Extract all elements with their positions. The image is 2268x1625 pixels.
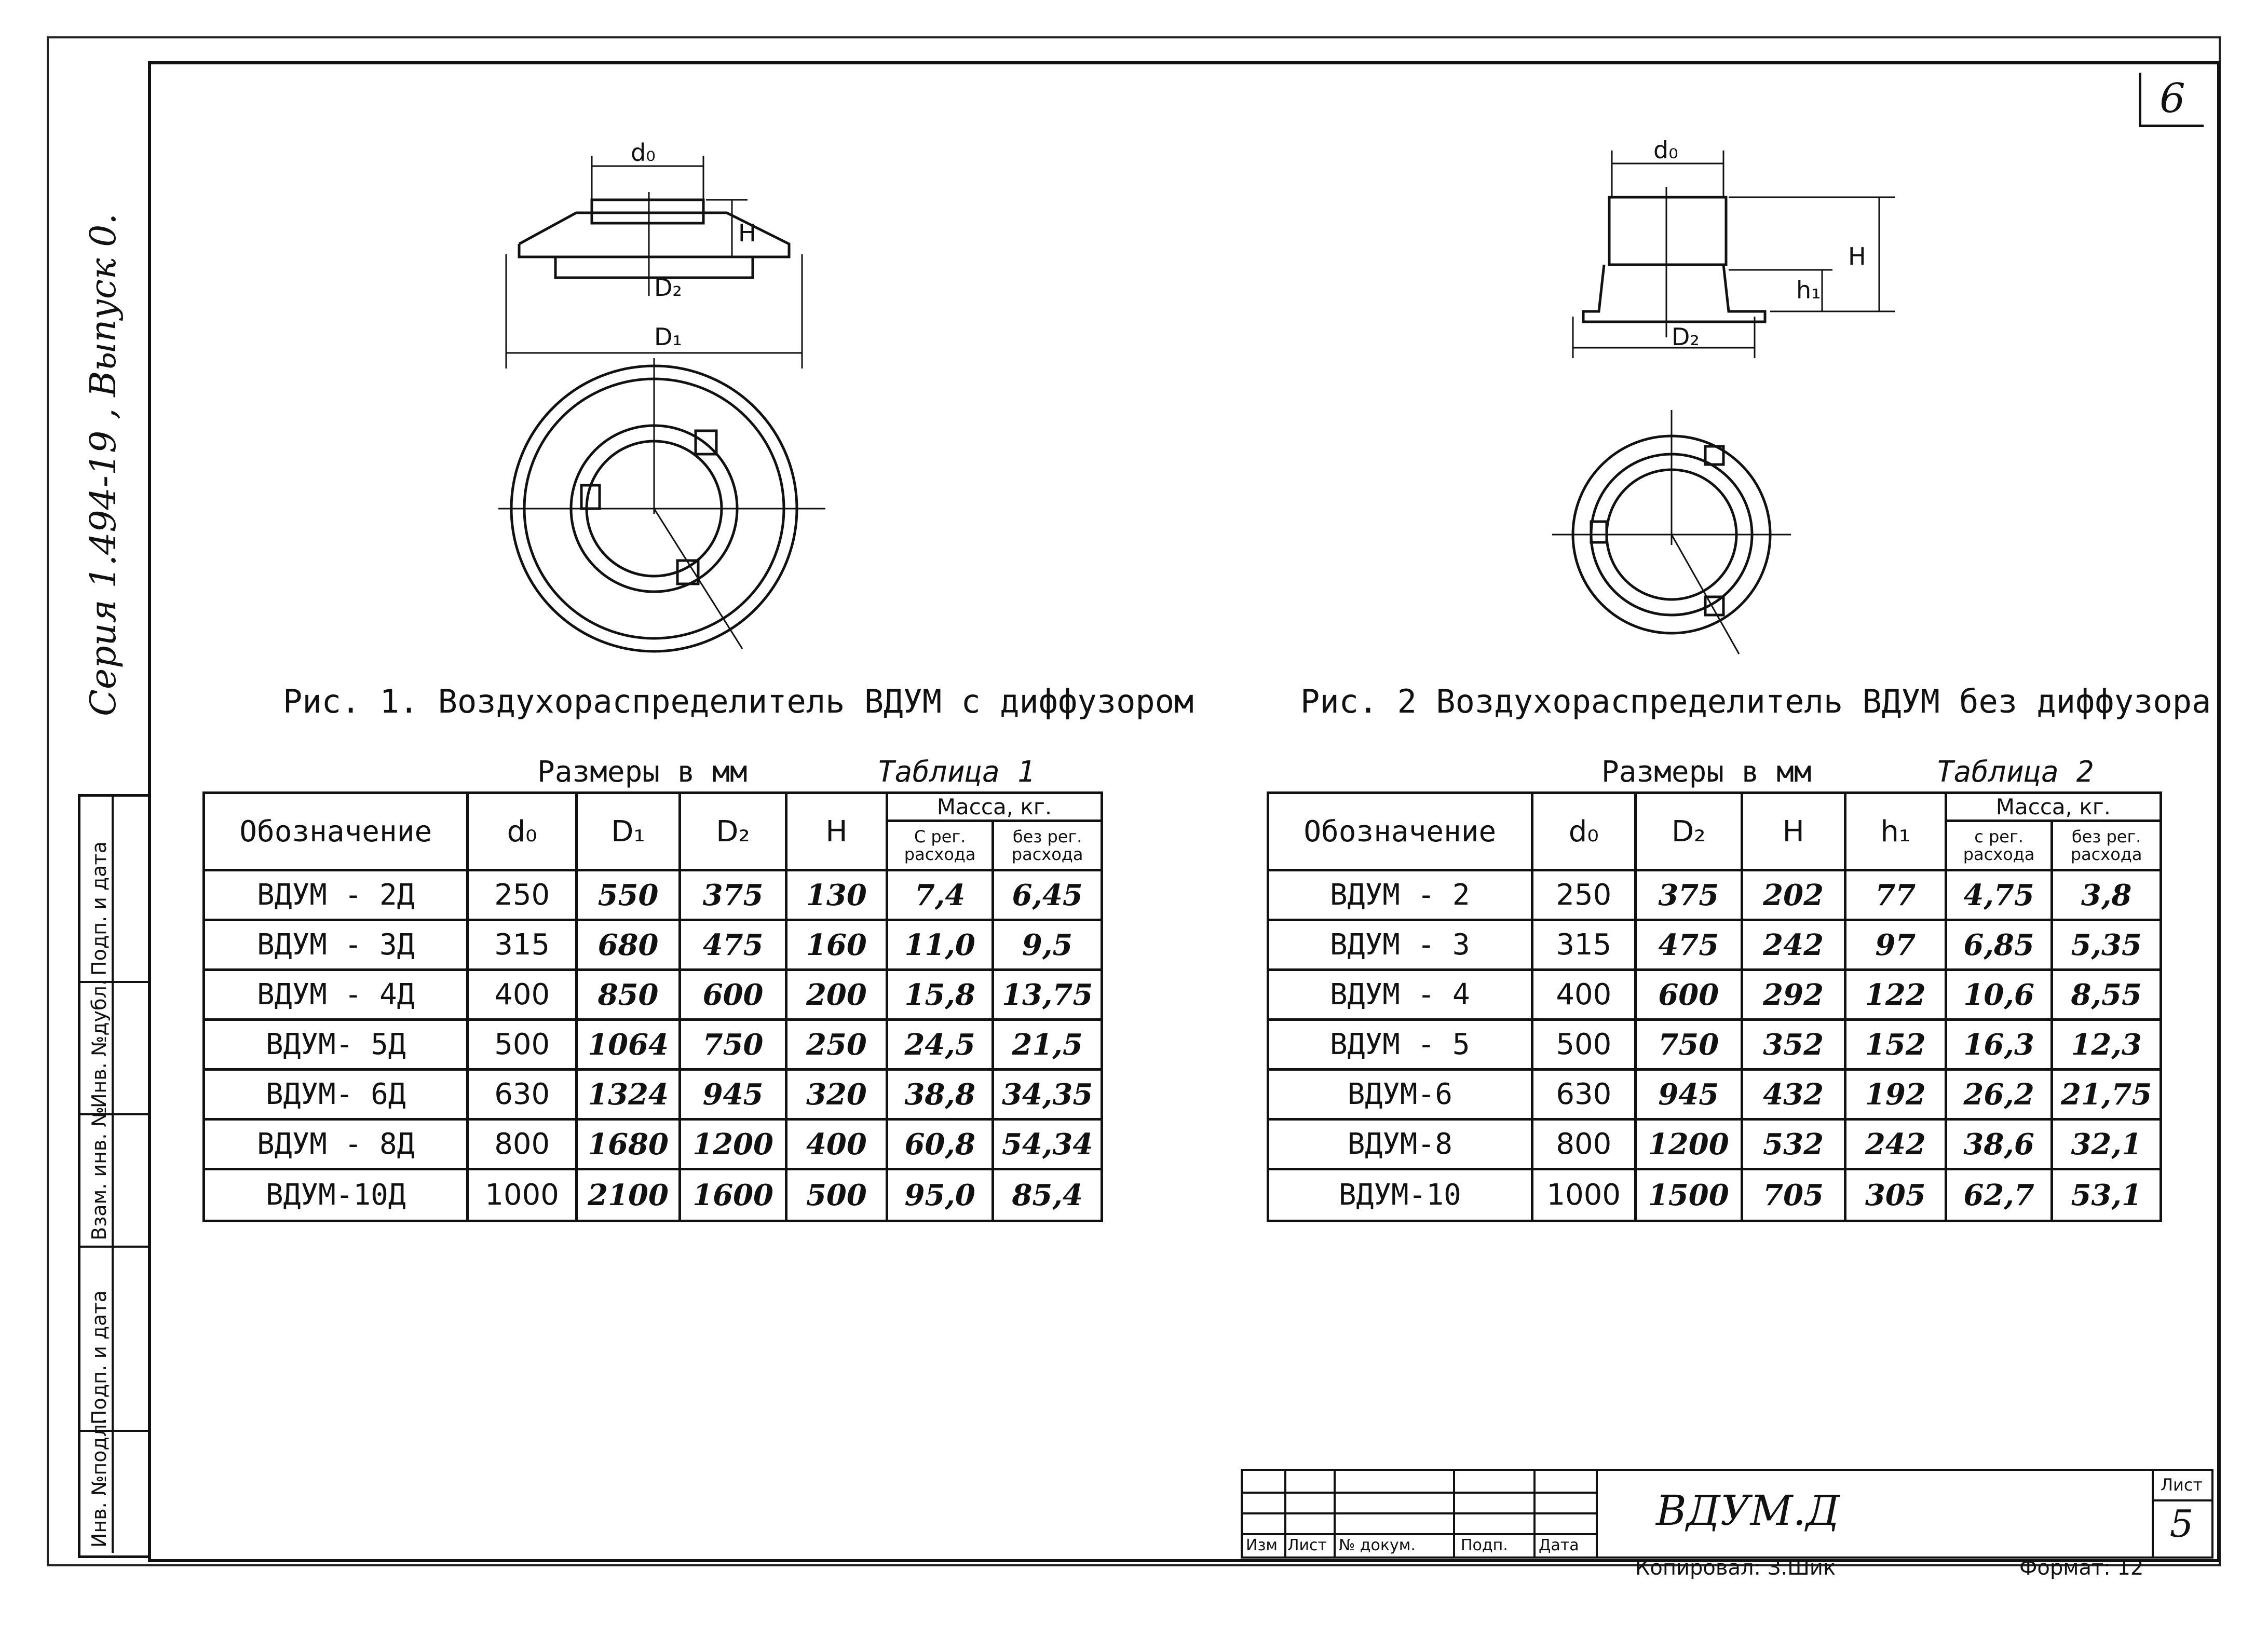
table-row [1268,970,2161,1020]
cell-m1: 26,2 [1946,1070,2052,1119]
cell-h1: 242 [1845,1119,1946,1169]
table1-size-label: Размеры в мм [537,755,748,789]
cell-D1: 550 [576,870,680,920]
cell-m1: 62,7 [1946,1169,2052,1221]
cell-m2: 13,75 [993,970,1102,1020]
header-D1: D₁ [576,793,680,870]
header-without-reg: без рег. расхода [2052,821,2161,870]
stamp-label: Инв. №подл. [88,1417,111,1548]
header-H: H [786,793,887,870]
cell-h1: 192 [1845,1070,1946,1119]
header-with-reg: С рег. расхода [887,821,993,870]
table-row [1268,1020,2161,1070]
cell-H: 432 [1742,1070,1845,1119]
cell-D2: 1600 [680,1169,786,1221]
cell-d0: 400 [1532,970,1635,1020]
table-row [204,970,1102,1020]
cell-m1: 24,5 [887,1020,993,1070]
cell-h1: 97 [1845,920,1946,970]
cell-m1: 6,85 [1946,920,2052,970]
table2-title: Таблица 2 [1936,755,2094,789]
stamp-cell [80,981,151,1115]
cell-m2: 53,1 [2052,1169,2161,1221]
cell-d0: 250 [1532,870,1635,920]
cell-m2: 6,45 [993,870,1102,920]
format-label: Формат: 12 [2019,1556,2144,1580]
table-row [1268,920,2161,970]
tb-label-sign: Подп. [1461,1536,1508,1554]
cell-name: ВДУМ-10Д [204,1169,468,1221]
header-D2: D₂ [1636,793,1742,870]
table-row [1268,870,2161,920]
stamp-label: Подп. и дата [88,1290,111,1425]
cell-m2: 3,8 [2052,870,2161,920]
cell-m1: 38,6 [1946,1119,2052,1169]
cell-d0: 315 [1532,920,1635,970]
cell-H: 400 [786,1119,887,1169]
cell-D1: 2100 [576,1169,680,1221]
cell-m1: 4,75 [1946,870,2052,920]
cell-name: ВДУМ - 2Д [204,870,468,920]
figure1-caption: Рис. 1. Воздухораспределитель ВДУМ с диффузором [283,682,1194,720]
grid-line [1243,1512,1596,1514]
cell-D2: 475 [680,920,786,970]
cell-H: 705 [1742,1169,1845,1221]
cell-m2: 8,55 [2052,970,2161,1020]
cell-m1: 7,4 [887,870,993,920]
table2 [1267,791,2162,1222]
stamp-cell [80,797,151,983]
cell-H: 160 [786,920,887,970]
cell-h1: 77 [1845,870,1946,920]
cell-d0: 500 [1532,1020,1635,1070]
cell-D1: 850 [576,970,680,1020]
sheet-number-top: 6 [2139,73,2204,127]
cell-m1: 16,3 [1946,1020,2052,1070]
grid-line [1243,1533,1596,1535]
cell-name: ВДУМ - 8Д [204,1119,468,1169]
cell-D1: 1324 [576,1070,680,1119]
copied-by: Копировал: З.Шик [1635,1556,1836,1580]
series-label: Серия 1.494-19 , Выпуск 0. [83,213,124,716]
cell-m1: 10,6 [1946,970,2052,1020]
table-row [1268,1119,2161,1169]
bracket [1591,522,1607,542]
cell-m2: 32,1 [2052,1119,2161,1169]
stamp-cell [80,1106,151,1248]
cell-D1: 680 [576,920,680,970]
cell-m2: 21,5 [993,1020,1102,1070]
document-code: ВДУМ.Д [1656,1486,1840,1535]
base-body [1583,265,1765,322]
cell-h1: 305 [1845,1169,1946,1221]
table-row [204,1119,1102,1169]
cell-H: 352 [1742,1020,1845,1070]
header-without-reg: без рег. расхода [993,821,1102,870]
header-H: H [1742,793,1845,870]
cell-m1: 38,8 [887,1070,993,1119]
revision-grid [1241,1469,1598,1559]
table1-title: Таблица 1 [877,755,1035,789]
title-block [1241,1469,2214,1554]
cell-m2: 34,35 [993,1070,1102,1119]
cell-H: 200 [786,970,887,1020]
table-row [204,1070,1102,1119]
cell-m1: 15,8 [887,970,993,1020]
cell-d0: 1000 [1532,1169,1635,1221]
cell-D2: 600 [680,970,786,1020]
label-H: H [1848,242,1866,270]
cell-H: 320 [786,1070,887,1119]
stamp-label: Инв. №дубл. [88,979,111,1108]
grid-line [1243,1492,1596,1494]
stamp-label: Подп. и дата [88,841,111,976]
header-with-reg: с рег. расхода [1946,821,2052,870]
table-row [204,1020,1102,1070]
tb-label-izm: Изм [1246,1536,1278,1554]
header-h1: h₁ [1845,793,1946,870]
cell-m1: 95,0 [887,1169,993,1221]
cell-D2: 1200 [1636,1119,1742,1169]
header-d0: d₀ [468,793,576,870]
header-d0: d₀ [1532,793,1635,870]
tb-label-date: Дата [1539,1536,1579,1554]
cell-D2: 1500 [1636,1169,1742,1221]
cell-H: 500 [786,1169,887,1221]
label-d0: d₀ [631,140,656,167]
figure2-caption: Рис. 2 Воздухораспределитель ВДУМ без диффузора [1300,682,2211,720]
header-D2: D₂ [680,793,786,870]
table1 [202,791,1103,1222]
cell-H: 242 [1742,920,1845,970]
label-D2: D₂ [1672,323,1700,351]
cell-m1: 11,0 [887,920,993,970]
cell-d0: 800 [468,1119,576,1169]
cell-name: ВДУМ - 3Д [204,920,468,970]
cell-name: ВДУМ- 5Д [204,1020,468,1070]
table-row [1268,1070,2161,1119]
grid-line [1334,1471,1336,1556]
sheet-label: Лист [2152,1471,2211,1501]
cell-name: ВДУМ- 6Д [204,1070,468,1119]
cell-H: 250 [786,1020,887,1070]
cell-d0: 400 [468,970,576,1020]
cell-H: 202 [1742,870,1845,920]
stamp-label: Взам. инв. № [88,1106,111,1240]
cell-D2: 475 [1636,920,1742,970]
cell-d0: 800 [1532,1119,1635,1169]
cell-name: ВДУМ-10 [1268,1169,1532,1221]
cell-H: 130 [786,870,887,920]
header-name: Обозначение [1268,793,1532,870]
cell-m2: 54,34 [993,1119,1102,1169]
table2-size-label: Размеры в мм [1601,755,1812,789]
cell-name: ВДУМ-6 [1268,1070,1532,1119]
stamp-column [78,794,151,1558]
tb-document-cell [1594,1469,2154,1559]
cell-m2: 21,75 [2052,1070,2161,1119]
cell-m1: 60,8 [887,1119,993,1169]
tb-label-doc: № докум. [1339,1536,1416,1554]
header-mass: Масса, кг. [1946,793,2161,821]
neck-body [1609,197,1726,265]
cell-D2: 750 [1636,1020,1742,1070]
table-row [1268,1169,2161,1221]
label-d0: d₀ [1653,140,1678,164]
cell-D1: 1064 [576,1020,680,1070]
cell-name: ВДУМ - 5 [1268,1020,1532,1070]
cell-D2: 1200 [680,1119,786,1169]
cell-d0: 1000 [468,1169,576,1221]
table-row [204,870,1102,920]
cell-name: ВДУМ-8 [1268,1119,1532,1169]
cell-d0: 315 [468,920,576,970]
cell-name: ВДУМ - 3 [1268,920,1532,970]
cell-name: ВДУМ - 4 [1268,970,1532,1020]
tb-label-list: Лист [1287,1536,1327,1554]
cell-D2: 945 [680,1070,786,1119]
cell-D2: 750 [680,1020,786,1070]
header-mass: Масса, кг. [887,793,1102,821]
sheet-value: 5 [2169,1502,2194,1546]
cell-name: ВДУМ - 2 [1268,870,1532,920]
cell-H: 292 [1742,970,1845,1020]
grid-line [1533,1471,1536,1556]
cell-m2: 12,3 [2052,1020,2161,1070]
cell-D2: 945 [1636,1070,1742,1119]
cell-name: ВДУМ - 4Д [204,970,468,1020]
label-D1: D₁ [654,323,682,351]
header-name: Обозначение [204,793,468,870]
cell-D2: 375 [680,870,786,920]
grid-line [1453,1471,1455,1556]
cell-D2: 600 [1636,970,1742,1020]
cell-h1: 122 [1845,970,1946,1020]
stamp-cell [80,1246,151,1432]
cell-D2: 375 [1636,870,1742,920]
label-D2: D₂ [654,274,682,302]
cell-d0: 630 [468,1070,576,1119]
axis-line [1672,535,1739,654]
stamp-cell [80,1417,151,1553]
cell-h1: 152 [1845,1020,1946,1070]
cell-m2: 9,5 [993,920,1102,970]
tb-sheet-cell [2152,1469,2213,1559]
cell-D1: 1680 [576,1119,680,1169]
grid-line [1284,1471,1286,1556]
figure2-drawing [1552,140,1926,670]
table-row [204,920,1102,970]
cell-m2: 85,4 [993,1169,1102,1221]
cell-d0: 500 [468,1020,576,1070]
cell-H: 532 [1742,1119,1845,1169]
cell-d0: 250 [468,870,576,920]
cell-m2: 5,35 [2052,920,2161,970]
table-row [204,1169,1102,1221]
label-h1: h₁ [1796,276,1821,304]
figure1-drawing [498,140,872,670]
cell-d0: 630 [1532,1070,1635,1119]
label-H: H [738,219,756,247]
